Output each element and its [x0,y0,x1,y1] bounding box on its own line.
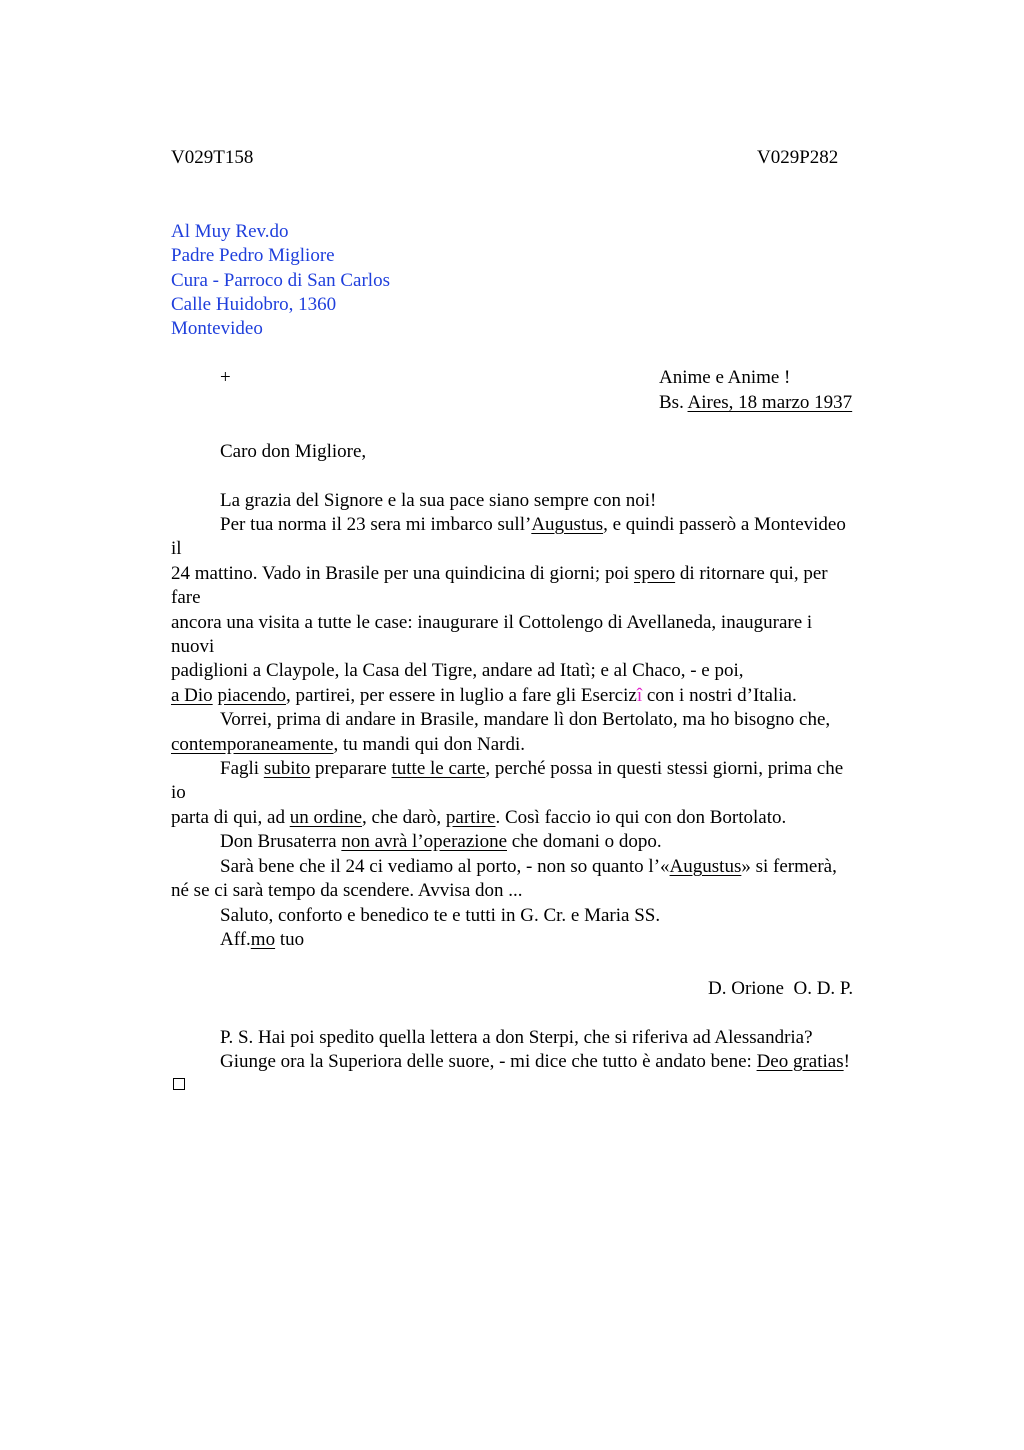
cross-mark: + [220,367,231,388]
underlined-word: un ordine [289,807,363,828]
dateline-prefix: Bs. [659,392,688,413]
accent-mark: î [636,685,643,706]
dateline [659,391,852,415]
text-run: Aff. [220,929,251,950]
body-line: il [171,538,182,559]
ship-name: Augustus [669,856,742,877]
text-run: che domani o dopo. [507,831,662,852]
body-line: fare [171,587,201,608]
text-run: con i nostri d’Italia. [642,685,797,706]
body-line: né se ci sarà tempo da scendere. Avvisa don ... [171,880,523,901]
text-run: di ritornare qui, per [675,563,828,584]
body-line: padiglioni a Claypole, la Casa del Tigre, andare ad Itatì; e al Chaco, - e poi, [171,660,744,681]
body-line: La grazia del Signore e la sua pace siano sempre con noi! [220,490,657,511]
body-line [220,830,662,854]
underlined-word: spero [633,563,676,584]
underlined-word: Deo gratias [756,1051,844,1072]
body-line: nuovi [171,636,215,657]
text-run: » si fermerà, [741,856,837,877]
text-run: , e quindi passerò a Montevideo [603,514,846,535]
motto: Anime e Anime ! [659,367,791,388]
underlined-word: contemporaneamente [171,734,334,755]
body-line [171,733,525,757]
text-run: , partirei, per essere in luglio a fare gli Esercizî [286,685,643,706]
document-code-left: V029T158 [171,147,254,168]
underlined-word: non avrà l’operazione [341,831,507,852]
text-run: Giunge ora la Superiora delle suore, - mi dice che tutto è andato bene: [220,1051,757,1072]
address-line-1: Al Muy Rev.do [171,221,289,242]
address-line-5: Montevideo [171,318,263,339]
text-run: , tu mandi qui don Nardi. [333,734,526,755]
text-run: 24 mattino. Vado in Brasile per una quindicina di giorni; poi [171,563,634,584]
text-run: Don Brusaterra [220,831,342,852]
underlined-word: piacendo [217,685,287,706]
underlined-word: tutte le carte [391,758,486,779]
address-line-4: Calle Huidobro, 1360 [171,294,337,315]
text-run: Per tua norma il 23 sera mi imbarco sull’ [220,514,532,535]
underlined-word: a Dio [171,685,213,706]
underlined-word: mo [250,929,276,950]
body-line [220,855,837,879]
text-run: Fagli [220,758,264,779]
text-run: , perché possa in questi stessi giorni, prima che [485,758,844,779]
body-line [171,562,828,586]
underlined-word: partire [445,807,496,828]
body-line [171,806,786,830]
signature: D. Orione O. D. P. [708,978,854,999]
text-run: tuo [275,929,305,950]
body-line: Vorrei, prima di andare in Brasile, mandare lì don Bertolato, ma ho bisogno che, [220,709,831,730]
address-line-3: Cura - Parroco di San Carlos [171,270,390,291]
body-line [220,513,846,537]
body-line [171,684,797,708]
salutation: Caro don Migliore, [220,441,367,462]
text-run: preparare [310,758,392,779]
body-line: Saluto, conforto e benedico te e tutti in G. Cr. e Maria SS. [220,905,661,926]
text-run: . Così faccio io qui con don Bortolato. [495,807,787,828]
body-line: io [171,782,186,803]
ship-name: Augustus [531,514,604,535]
underlined-word: subito [263,758,311,779]
document-code-right: V029P282 [757,147,839,168]
text-run: ! [843,1051,850,1072]
dateline-place-date: Aires, 18 marzo 1937 [687,392,853,413]
body-line: ancora una visita a tutte le case: inaugurare il Cottolengo di Avellaneda, inaugurare i [171,612,813,633]
end-of-document-box [173,1078,185,1090]
text-run: parta di qui, ad [171,807,290,828]
postscript-line: P. S. Hai poi spedito quella lettera a don Sterpi, che si riferiva ad Alessandria? [220,1027,813,1048]
text-run: , che darò, [362,807,446,828]
closing-line [220,928,304,952]
address-line-2: Padre Pedro Migliore [171,245,335,266]
body-line [220,757,843,781]
postscript-line [220,1050,850,1074]
text-run: Sarà bene che il 24 ci vediamo al porto, - non so quanto l’« [220,856,670,877]
